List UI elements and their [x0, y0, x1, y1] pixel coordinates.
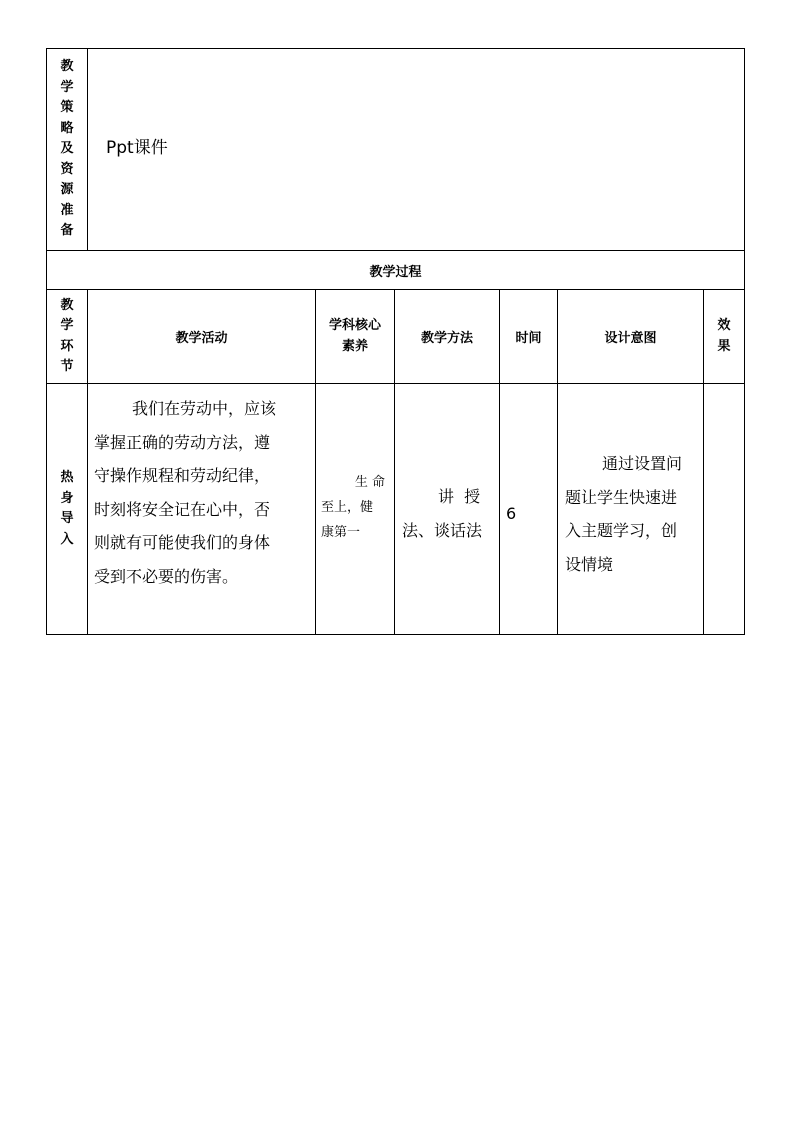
row-literacy-line: 生 命	[354, 475, 385, 490]
strategy-label-char: 资	[60, 161, 74, 177]
header-literacy-line: 学科核心	[328, 318, 381, 333]
row-activity-line: 我们在劳动中，应该	[132, 399, 277, 418]
table-border-top	[46, 48, 745, 49]
row-intent-line: 设情境	[565, 554, 614, 574]
row-intent	[565, 447, 701, 587]
strategy-label-char: 策	[60, 100, 74, 116]
strategy-label-char: 教	[60, 59, 74, 75]
strategy-label	[47, 49, 87, 250]
row-activity-line: 则就有可能使我们的身体	[94, 533, 271, 552]
header-segment	[47, 290, 87, 383]
row-activity	[94, 392, 312, 632]
header-time	[500, 290, 557, 383]
header-intent	[558, 290, 703, 383]
process-title	[47, 251, 744, 289]
process-title-text: 教学过程	[369, 264, 422, 280]
strategy-content-text: Ppt课件	[106, 138, 168, 158]
header-activity-text: 教学活动	[175, 331, 228, 346]
row-method-line: 讲 授	[438, 487, 481, 506]
header-segment-char: 学	[60, 318, 74, 333]
header-time-text: 时间	[515, 331, 542, 346]
row-method-line: 法、谈话法	[402, 520, 483, 540]
row-segment-char: 热	[60, 470, 74, 485]
header-literacy-line: 素养	[341, 338, 368, 354]
strategy-label-char: 准	[60, 202, 74, 218]
row-time-text: 6	[506, 504, 517, 523]
strategy-label-char: 源	[60, 182, 74, 198]
row-activity-line: 时刻将安全记在心中，否	[94, 499, 271, 519]
row-literacy-line: 至上，健	[321, 500, 374, 515]
row-literacy	[321, 470, 391, 550]
row-time	[506, 497, 554, 531]
row-activity-line: 受到不必要的伤害。	[94, 566, 239, 586]
row-literacy-line: 康第一	[321, 525, 361, 540]
header-literacy	[316, 290, 394, 383]
row-segment-char: 导	[60, 511, 74, 526]
row-activity-line: 守操作规程和劳动纪律，	[94, 466, 271, 485]
strategy-label-char: 及	[60, 141, 74, 157]
header-method	[395, 290, 499, 383]
header-segment-char: 节	[60, 359, 74, 374]
header-segment-char: 教	[60, 297, 74, 313]
table-border-row3	[46, 383, 745, 384]
strategy-content	[106, 135, 506, 161]
strategy-label-char: 学	[60, 79, 74, 95]
header-effect-char: 效	[717, 318, 731, 333]
header-activity	[88, 290, 315, 383]
strategy-label-char: 备	[60, 223, 74, 239]
table-border-right	[744, 48, 745, 635]
header-segment-char: 环	[60, 338, 74, 354]
header-method-text: 教学方法	[420, 331, 473, 346]
table-border-bottom	[46, 634, 745, 635]
row-intent-line: 题让学生快速进	[565, 487, 678, 507]
header-intent-text: 设计意图	[604, 331, 657, 346]
row-activity-line: 掌握正确的劳动方法，遵	[94, 432, 271, 452]
row-intent-line: 通过设置问	[602, 454, 683, 473]
row-segment-char: 入	[60, 531, 74, 547]
header-effect-char: 果	[717, 338, 731, 354]
col-divider-strategy	[87, 48, 88, 251]
row-segment	[47, 384, 87, 634]
row-segment-char: 身	[60, 490, 74, 506]
strategy-label-char: 略	[60, 120, 74, 136]
row-intent-line: 入主题学习，创	[565, 521, 678, 540]
header-effect	[704, 290, 744, 383]
row-method	[402, 480, 498, 550]
row-effect	[704, 384, 744, 634]
